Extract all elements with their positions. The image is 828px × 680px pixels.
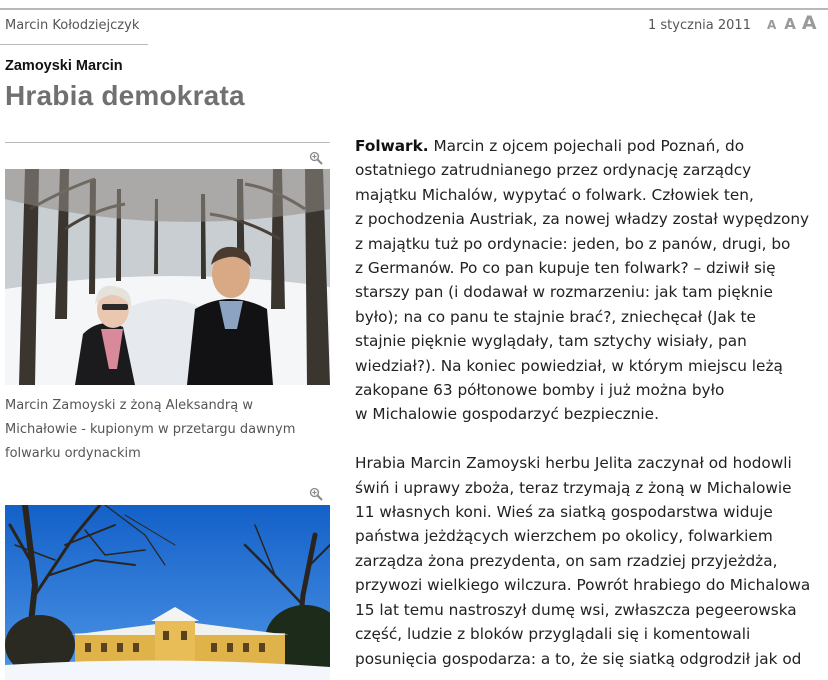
article-paragraph [355,451,827,671]
article-overtitle: Zamoyski Marcin [5,58,123,74]
paragraph-line: 15 lat temu nastroszył dumę wsi, zwłaszcza pegeerowska [355,600,797,619]
article-paragraph [355,134,827,427]
paragraph-line [355,137,744,155]
paragraph-line: państwa jeżdżących wierzchem po okolicy, folwarkiem [355,527,773,546]
paragraph-lead: Folwark. [355,137,429,155]
magnifier-icon[interactable] [309,151,323,165]
caption-line: folwarku ordynackim [5,446,141,461]
font-size-small-button[interactable]: A [767,18,777,32]
paragraph-line: część, ludzie z bloków przyglądali się i komentowali [355,625,751,644]
paragraph-line: z Germanów. Po co pan kupuje ten folwark? – dziwił się [355,259,776,278]
publish-date: 1 stycznia 2011 [648,18,751,33]
paragraph-line-text: Marcin z ojcem pojechali pod Poznań, do [433,137,745,155]
paragraph-line: stajnie pięknie wyglądały, tam sztychy wisiały, pan [355,332,747,351]
photo-divider [5,142,330,143]
author-name[interactable]: Marcin Kołodziejczyk [5,18,140,33]
font-size-controls [767,12,817,34]
caption-line: Michałowie - kupionym w przetargu dawnym [5,422,296,437]
paragraph-line: przywozi wielkiego wilczura. Powrót hrabiego do Michalowa [355,576,811,595]
paragraph-line: wiedział?). Na koniec powiedział, w którym miejscu leżą [355,356,783,375]
font-size-medium-button[interactable]: A [784,15,796,33]
paragraph-line: z majątku tuż po ordynacie: jeden, bo z panów, drugi, bo [355,234,791,253]
article-photo-couple[interactable] [5,169,330,385]
article-body [355,134,827,680]
paragraph-line: zarządza żona prezydenta, on sam rzadziej przyjeżdża, [355,551,778,570]
paragraph-line: starszy pan (i dodawał w rozmarzeniu: jak tam pięknie [355,283,773,302]
paragraph-line: z pochodzenia Austriak, za nowej władzy został wypędzony [355,210,810,229]
paragraph-line: Hrabia Marcin Zamoyski herbu Jelita zaczynał od hodowli [355,454,792,473]
magnifier-icon[interactable] [309,487,323,501]
paragraph-line: zakopane 63 półtonowe bomby i już można było [355,381,725,400]
article-photo-manor[interactable] [5,505,330,680]
paragraph-line: majątku Michalów, wypytać o folwark. Człowiek ten, [355,185,754,204]
paragraph-line: w Michalowie gospodarzyć bezpiecznie. [355,405,659,424]
paragraph-line: świń i uprawy zboża, teraz trzymają z żoną w Michalowie [355,478,792,497]
paragraph-line: ostatniego zatrudnianego przez ordynację zarządcy [355,161,752,180]
top-divider [0,8,828,10]
photo-caption [5,394,330,466]
article-title: Hrabia demokrata [5,80,245,111]
font-size-large-button[interactable]: A [801,12,817,34]
paragraph-line: 11 własnych koni. Wieś za siatką gospodarstwa widuje [355,503,773,522]
paragraph-line: było); na co panu te stajnie brać?, zniechęcał (Jak te [355,307,756,326]
caption-line: Marcin Zamoyski z żoną Aleksandrą w [5,398,254,413]
paragraph-line: posunięcia gospodarza: a to, że się siatką odgrodził jak od [355,649,802,668]
